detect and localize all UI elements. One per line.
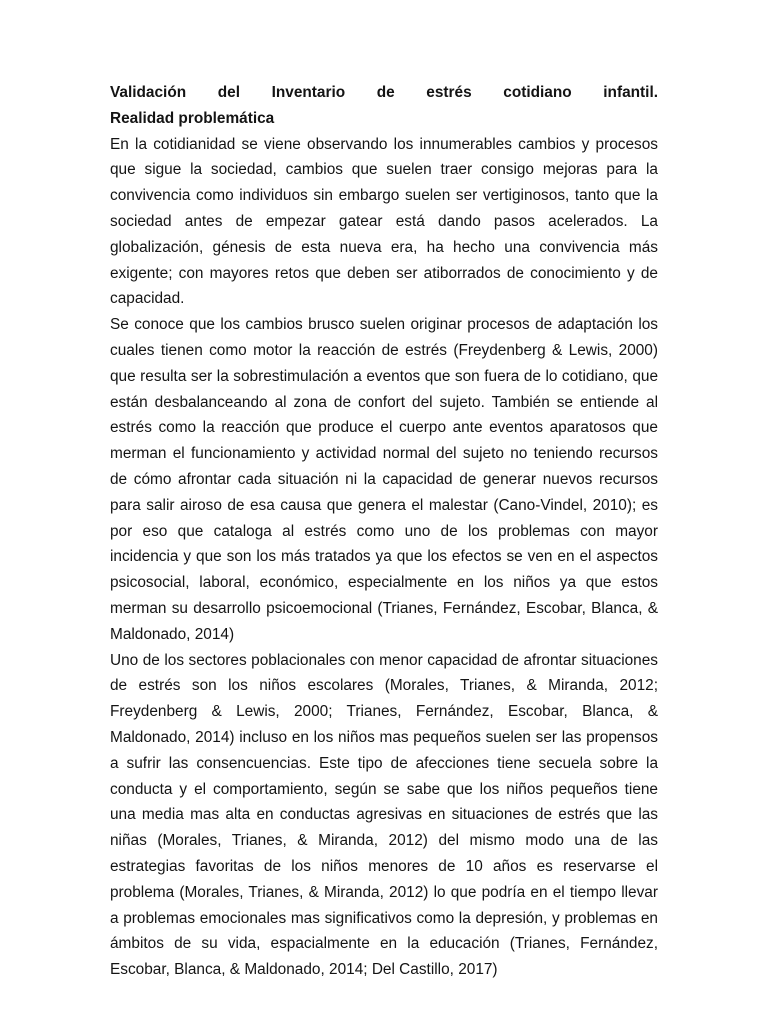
- document-title: Validación del Inventario de estrés cotidiano infantil.: [110, 84, 658, 101]
- paragraph-2: Se conoce que los cambios brusco suelen originar procesos de adaptación los cuales tienen como motor la reacción de estrés (Freydenberg & Lewis, 2000) que resulta ser la sobrestimulación a eventos que son fuera de lo cotidiano, que están desbalanceando al zona de confort del sujeto. También se entiende al estrés como la reacción que produce el cuerpo ante eventos aparatosos que merman el funcionamiento y actividad normal del sujeto no teniendo recursos de cómo afrontar cada situación ni la capacidad de generar nuevos recursos para salir airoso de esa causa que genera el malestar (Cano-Vindel, 2010); es por eso que cataloga al estrés como uno de los problemas con mayor incidencia y que son los más tratados ya que los efectos se ven en el aspectos psicosocial, laboral, económico, especialmente en los niños ya que estos merman su desarrollo psicoemocional (Trianes, Fernández, Escobar, Blanca, & Maldonado, 2014): [110, 316, 658, 643]
- paragraph-1: En la cotidianidad se viene observando los innumerables cambios y procesos que sigue la sociedad, cambios que suelen traer consigo mejoras para la convivencia como individuos sin embargo suelen ser vertiginosos, tanto que la sociedad antes de empezar gatear está dando pasos acelerados. La globalización, génesis de esta nueva era, ha hecho una convivencia más exigente; con mayores retos que deben ser atiborrados de conocimiento y de capacidad.: [110, 135, 658, 308]
- document-page: [110, 80, 658, 983]
- section-heading: Realidad problemática: [110, 109, 275, 127]
- paragraph-3: Uno de los sectores poblacionales con menor capacidad de afrontar situaciones de estrés son los niños escolares (Morales, Trianes, & Miranda, 2012; Freydenberg & Lewis, 2000; Trianes, Fernández, Escobar, Blanca, & Maldonado, 2014) incluso en los niños mas pequeños suelen ser las propensos a sufrir las consencuencias. Este tipo de afecciones tiene secuela sobre la conducta y el comportamiento, según se sabe que los niños pequeños tiene una media mas alta en conductas agresivas en situaciones de estrés que las niñas (Morales, Trianes, & Miranda, 2012) del mismo modo una de las estrategias favoritas de los niños menores de 10 años es reservarse el problema (Morales, Trianes, & Miranda, 2012) lo que podría en el tiempo llevar a problemas emocionales mas significativos como la depresión, y problemas en ámbitos de su vida, espacialmente en la educación (Trianes, Fernández, Escobar, Blanca, & Maldonado, 2014; Del Castillo, 2017): [110, 651, 658, 979]
